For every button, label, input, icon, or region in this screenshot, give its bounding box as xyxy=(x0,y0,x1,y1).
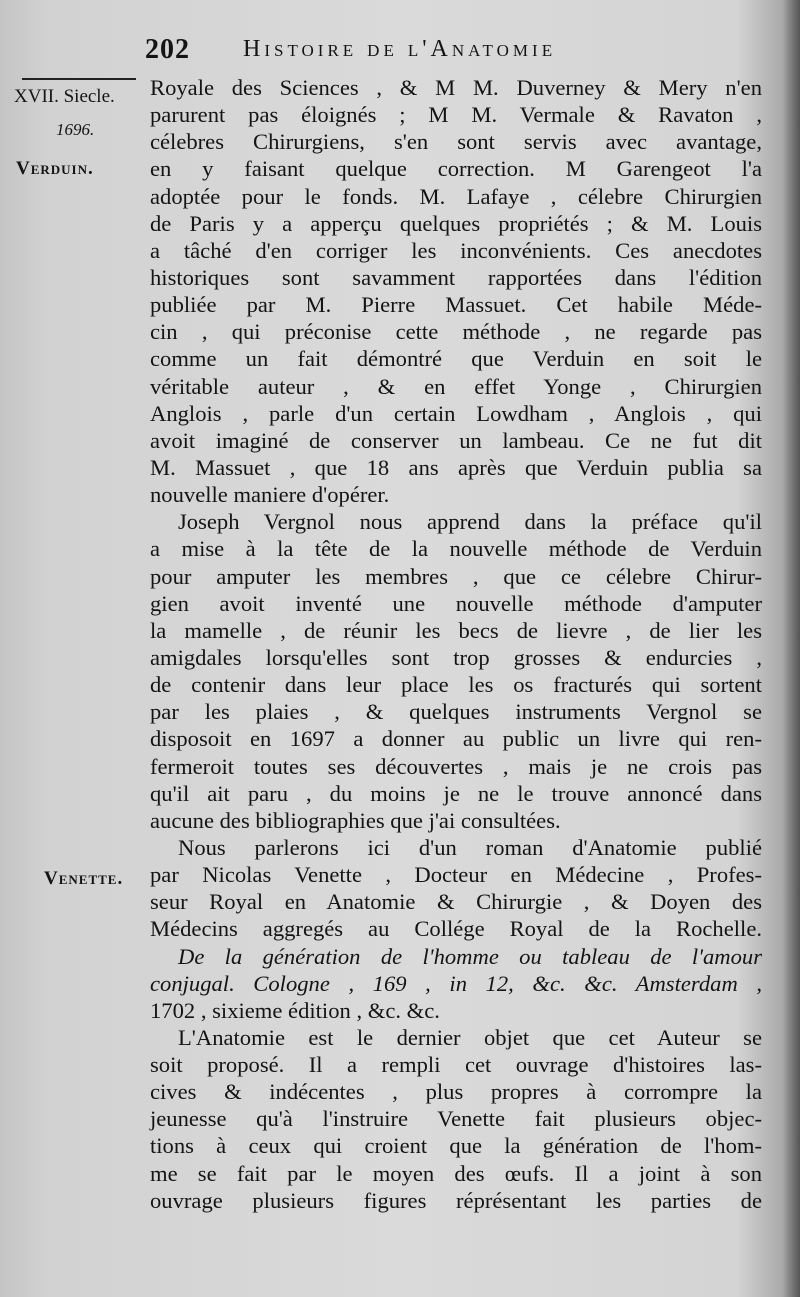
text-line: cin , qui préconise cette méthode , ne regarde pas xyxy=(150,319,762,345)
text-line: adoptée pour le fonds. M. Lafaye , célebre Chirurgien xyxy=(150,183,762,209)
text-line: par les plaies , & quelques instruments Vergnol se xyxy=(150,699,762,725)
text-line: la mamelle , de réunir les becs de lievre , de lier les xyxy=(150,617,762,643)
text-line: Nous parlerons ici d'un roman d'Anatomie publié xyxy=(178,834,762,860)
text-line: L'Anatomie est le dernier objet que cet Auteur se xyxy=(178,1024,762,1050)
text-line: nouvelle maniere d'opérer. xyxy=(150,482,390,508)
text-line: ouvrage plusieurs figures réprésentant les parties de xyxy=(150,1187,762,1213)
text-line: M. Massuet , que 18 ans après que Verduin publia sa xyxy=(150,454,762,480)
page-number: 202 xyxy=(145,34,190,65)
text-line: De la génération de l'homme ou tableau de l'amour xyxy=(178,943,762,969)
text-line: parurent pas éloignés ; M M. Vermale & Ravaton , xyxy=(150,102,762,128)
text-line: Royale des Sciences , & M M. Duverney & Mery n'en xyxy=(150,75,762,100)
text-line: comme un fait démontré que Verduin en soit le xyxy=(150,346,762,372)
text-line: disposoit en 1697 a donner au public un livre qui ren- xyxy=(150,726,762,752)
text-line: en y faisant quelque correction. M Garengeot l'a xyxy=(150,156,762,182)
text-line: a mise à la tête de la nouvelle méthode de Verduin xyxy=(150,536,762,562)
text-line: Anglois , parle d'un certain Lowdham , Anglois , qui xyxy=(150,400,762,426)
text-line: véritable auteur , & en effet Yonge , Chirurgien xyxy=(150,373,762,399)
text-line: jeunesse qu'à l'instruire Venette fait plusieurs objec- xyxy=(150,1106,762,1132)
margin-note-verduin: Verduin. xyxy=(16,158,94,179)
text-line: seur Royal en Anatomie & Chirurgie , & Doyen des xyxy=(150,889,762,915)
page-edge-shadow xyxy=(782,0,800,1297)
text-line: par Nicolas Venette , Docteur en Médecine , Profes- xyxy=(150,862,762,888)
text-line: de contenir dans leur place les os fracturés qui sortent xyxy=(150,672,762,698)
margin-note-venette: Venette. xyxy=(44,868,124,889)
running-title: Histoire de l'Anatomie xyxy=(243,36,557,62)
text-line: Joseph Vergnol nous apprend dans la préface qu'il xyxy=(178,509,762,535)
page-header xyxy=(145,34,765,74)
text-line: Médecins aggregés au Collége Royal de la Rochelle. xyxy=(150,916,762,942)
text-line: célebres Chirurgiens, s'en sont servis avec avantage, xyxy=(150,129,762,155)
margin-note-year: 1696. xyxy=(56,120,95,139)
text-line: soit proposé. Il a rempli cet ouvrage d'histoires las- xyxy=(150,1052,762,1078)
text-line: fermeroit toutes ses découvertes , mais je ne crois pas xyxy=(150,753,762,779)
text-line: conjugal. Cologne , 169 , in 12, &c. &c. Amsterdam , xyxy=(150,970,762,996)
text-line: 1702 , sixieme édition , &c. &c. xyxy=(150,997,440,1023)
text-line: tions à ceux qui croient que la génération de l'hom- xyxy=(150,1133,762,1159)
body-text xyxy=(150,74,762,1214)
text-line: amigdales lorsqu'elles sont trop grosses & endurcies , xyxy=(150,644,762,670)
text-line: pour amputer les membres , que ce célebre Chirur- xyxy=(150,563,762,589)
text-line: gien avoit inventé une nouvelle méthode d'amputer xyxy=(150,590,762,616)
margin-rule xyxy=(22,78,136,80)
text-line: qu'il ait paru , du moins je ne le trouve annoncé dans xyxy=(150,780,762,806)
margin-note-century: XVII. Siecle. xyxy=(14,86,115,107)
text-line: aucune des bibliographies que j'ai consultées. xyxy=(150,807,561,833)
text-line: historiques sont savamment rapportées dans l'édition xyxy=(150,264,762,290)
text-line: avoit imaginé de conserver un lambeau. Ce ne fut dit xyxy=(150,427,762,453)
text-line: a tâché d'en corriger les inconvénients. Ces anecdotes xyxy=(150,237,762,263)
text-line: cives & indécentes , plus propres à corrompre la xyxy=(150,1079,762,1105)
text-line: me se fait par le moyen des œufs. Il a joint à son xyxy=(150,1160,762,1186)
text-line: publiée par M. Pierre Massuet. Cet habile Méde- xyxy=(150,292,762,318)
text-line: de Paris y a apperçu quelques propriétés ; & M. Louis xyxy=(150,210,762,236)
